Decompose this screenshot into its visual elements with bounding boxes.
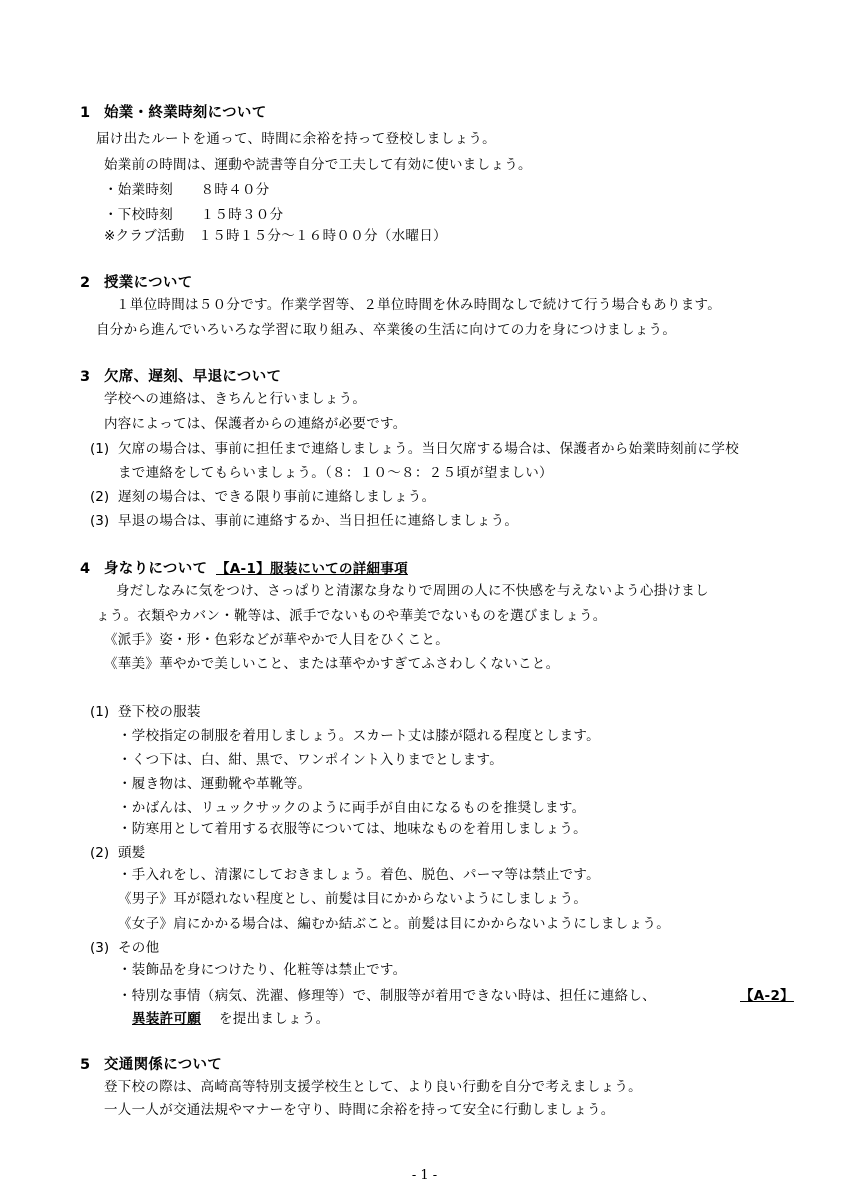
sub-2-line: 《男子》耳が隠れない程度とし、前髪は目にかからないようにしましょう。 bbox=[118, 891, 588, 907]
sub-1-line: ・防寒用として着用する衣服等については、地味なものを着用しましょう。 bbox=[118, 821, 587, 837]
sub-3-line: ・特別な事情（病気、洗濯、修理等）で、制服等が着用できない時は、担任に連絡し、 bbox=[118, 988, 656, 1004]
sub-2-line: 《女子》肩にかかる場合は、編むか結ぶこと。前髪は目にかからないようにしましょう。 bbox=[118, 916, 670, 932]
section-2-title: 授業について bbox=[104, 275, 193, 291]
section-3-item-label: (2) bbox=[90, 489, 110, 505]
section-3-title: 欠席、遅刻、早退について bbox=[104, 369, 282, 385]
section-3-line: 学校への連絡は、きちんと行いましょう。 bbox=[104, 391, 367, 407]
section-1-line: ・下校時刻 １５時３０分 bbox=[104, 207, 284, 223]
sub-1-label: (1) bbox=[90, 704, 110, 720]
section-5-line: 一人一人が交通法規やマナーを守り、時間に余裕を持って安全に行動しましょう。 bbox=[104, 1102, 615, 1118]
section-1-line: 始業前の時間は、運動や読書等自分で工夫して有効に使いましょう。 bbox=[104, 157, 532, 173]
sub-1-title: 登下校の服装 bbox=[118, 704, 201, 720]
section-4-line: ょう。衣類やカバン・靴等は、派手でないものや華美でないものを選びましょう。 bbox=[96, 608, 607, 624]
section-3-item-text: 早退の場合は、事前に連絡するか、当日担任に連絡しましょう。 bbox=[118, 513, 519, 529]
section-3-number: 3 bbox=[80, 369, 91, 385]
a2-reference-link: 【A-2】 bbox=[740, 988, 794, 1004]
form-name-link: 異装許可願 bbox=[132, 1011, 201, 1027]
section-5-title: 交通関係について bbox=[104, 1057, 223, 1073]
section-1-line: 届け出たルートを通って、時間に余裕を持って登校しましょう。 bbox=[96, 131, 496, 147]
section-4-line: 身だしなみに気をつけ、さっぱりと清潔な身なりで周囲の人に不快感を与えないよう心掛けまし bbox=[116, 583, 709, 599]
section-4-line: 《派手》姿・形・色彩などが華やかで人目をひくこと。 bbox=[104, 632, 449, 648]
sub-1-line: ・学校指定の制服を着用しましょう。スカート丈は膝が隠れる程度とします。 bbox=[118, 728, 600, 744]
section-1-number: 1 bbox=[80, 105, 91, 121]
sub-2-line: ・手入れをし、清潔にしておきましょう。着色、脱色、パーマ等は禁止です。 bbox=[118, 867, 600, 883]
section-2-line: １単位時間は５０分です。作業学習等、２単位時間を休み時間なしで続けて行う場合もあります。 bbox=[116, 297, 722, 313]
section-4-line: 《華美》華やかで美しいこと、または華やかすぎてふさわしくないこと。 bbox=[104, 656, 560, 672]
section-3-item-label: (3) bbox=[90, 513, 110, 529]
sub-1-line: ・かばんは、リュックサックのように両手が自由になるものを推奨します。 bbox=[118, 800, 586, 816]
section-1-line: ・始業時刻 ８時４０分 bbox=[104, 182, 270, 198]
section-4-reference-link: 【A-1】服装にいての詳細事項 bbox=[216, 561, 408, 577]
sub-2-label: (2) bbox=[90, 845, 110, 861]
section-1-line: ※クラブ活動 １５時１５分～１６時００分（水曜日） bbox=[104, 228, 447, 244]
section-5-line: 登下校の際は、高崎高等特別支援学校生として、より良い行動を自分で考えましょう。 bbox=[104, 1079, 642, 1095]
section-3-item-text: 欠席の場合は、事前に担任まで連絡しましょう。当日欠席する場合は、保護者から始業時刻前に学校 bbox=[118, 441, 739, 457]
section-3-item-text: 遅刻の場合は、できる限り事前に連絡しましょう。 bbox=[118, 489, 436, 505]
page-number: - 1 - bbox=[411, 1168, 438, 1183]
section-2-line: 自分から進んでいろいろな学習に取り組み、卒業後の生活に向けての力を身につけましょう。 bbox=[96, 322, 677, 338]
section-2-number: 2 bbox=[80, 275, 91, 291]
sub-3-line: ・装飾品を身につけたり、化粧等は禁止です。 bbox=[118, 962, 407, 978]
sub-2-title: 頭髪 bbox=[118, 845, 146, 861]
section-3-item-label: (1) bbox=[90, 441, 110, 457]
sub-3-label: (3) bbox=[90, 940, 110, 956]
sub-3-line: を提出ましょう。 bbox=[219, 1011, 330, 1027]
section-1-title: 始業・終業時刻について bbox=[104, 105, 267, 121]
section-4-number: 4 bbox=[80, 561, 91, 577]
section-3-item-text: まで連絡をしてもらいましょう。（８：１０～８：２５頃が望ましい） bbox=[118, 465, 553, 481]
section-4-title: 身なりについて bbox=[104, 561, 208, 577]
sub-3-title: その他 bbox=[118, 940, 160, 956]
section-5-number: 5 bbox=[80, 1057, 91, 1073]
sub-1-line: ・履き物は、運動靴や革靴等。 bbox=[118, 776, 312, 792]
sub-1-line: ・くつ下は、白、紺、黒で、ワンポイント入りまでとします。 bbox=[118, 752, 504, 768]
section-3-line: 内容によっては、保護者からの連絡が必要です。 bbox=[104, 416, 407, 432]
